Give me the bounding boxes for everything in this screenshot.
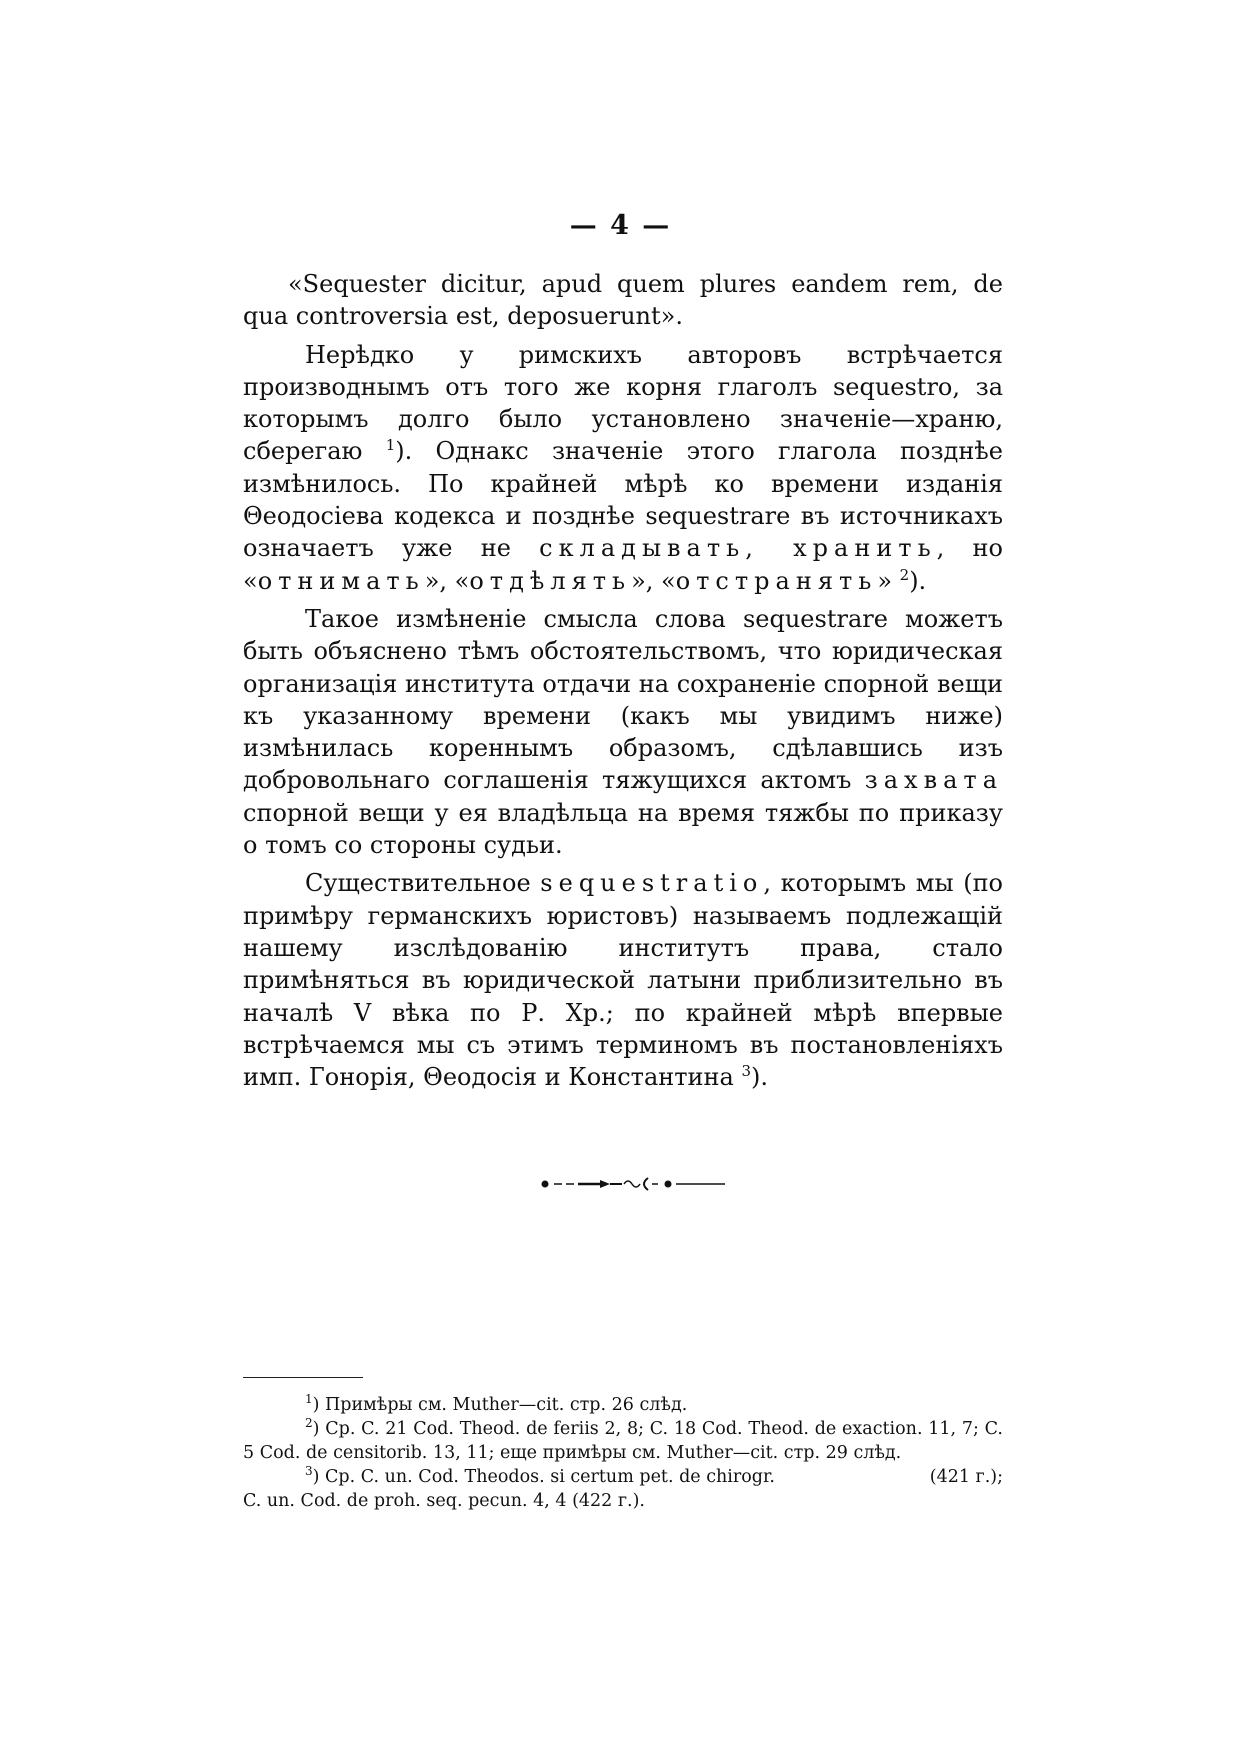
footnote-mark: 3	[305, 1464, 313, 1479]
page-number: — 4 —	[569, 210, 672, 241]
footnote-ref-2[interactable]: 2	[899, 565, 910, 584]
paragraph-quote	[243, 268, 1003, 333]
spaced-emphasis: захвата	[864, 766, 1003, 795]
quote-text: «Sequester dicitur, apud quem plures eandem rem, de qua controversia est, deposuerunt».	[243, 270, 1003, 331]
text-run: ).	[909, 566, 927, 595]
footnote-rule	[243, 1377, 363, 1378]
spaced-emphasis: отнимать	[257, 566, 425, 595]
footnote-mark: 2	[305, 1416, 313, 1431]
text-run: Нерѣдко у римскихъ авторовъ встрѣчается производнымъ отъ того же корня глаголъ sequestro, за которымъ долго было установлено значеніе—храню, сберегаю	[243, 340, 1003, 466]
text-run: , но «	[243, 534, 1003, 595]
spaced-emphasis: складывать, хранить	[539, 534, 937, 563]
text-run: Существительное	[305, 869, 541, 898]
footnote-3	[243, 1465, 1003, 1489]
text-run: Такое измѣненіе смысла слова sequestrare можетъ быть объяснено тѣмъ обстоятельствомъ, что юридическая организація института отдачи на сохраненіе спорной вещи къ указанному времени (какъ мы увидимъ ниже) измѣнилась кореннымъ образомъ, сдѣлавшись изъ добровольнаго соглашенія тяжущихся актомъ	[243, 604, 1003, 795]
spaced-emphasis: sequestratio	[540, 869, 764, 898]
footnote-text: ) Ср. C. 21 Cod. Theod. de feriis 2, 8; C. 18 Cod. Theod. de exaction. 11, 7; C. 5 Cod. de censitorib. 13, 11; еще примѣры см. Muther—cit. стр. 29 слѣд.	[243, 1419, 1003, 1463]
text-run: ). Однакс значеніе этого глагола позднѣе измѣнилось. По крайней мѣрѣ ко времени изданія Θеодосіева кодекса и позднѣе sequestrare въ источникахъ означаетъ уже не	[243, 437, 1003, 563]
main-text	[243, 268, 1003, 1099]
text-run: », «	[631, 566, 676, 595]
text-run: »	[877, 566, 892, 595]
footnote-2	[243, 1417, 1003, 1465]
decorative-ornament-icon	[540, 1172, 730, 1196]
footnote-text: ) Ср. C. un. Cod. Theodos. si certum pet. de chirogr.	[312, 1467, 775, 1487]
spaced-emphasis: отстранять	[675, 566, 878, 595]
footnote-ref-1[interactable]: 1	[385, 436, 396, 455]
text-run: ).	[751, 1063, 769, 1092]
text-run: , которымъ мы (по примѣру германскихъ юристовъ) называемъ подлежащій нашему изслѣдованію институтъ права, стало примѣняться въ юридической латыни приблизительно въ началѣ V вѣка по Р. Хр.; по крайней мѣрѣ впервые встрѣчаемся мы съ этимъ терминомъ въ постановленіяхъ имп. Гонорія, Θеодосія и Константина	[243, 869, 1004, 1092]
spaced-emphasis: отдѣлять	[469, 566, 632, 595]
text-run: спорной вещи у ея владѣльца на время тяжбы по приказу о томъ со стороны судьи.	[243, 798, 1003, 860]
footnote-mark: 1	[305, 1392, 313, 1407]
text-run: », «	[424, 566, 470, 595]
footnote-1	[243, 1393, 1003, 1417]
paragraph-4	[243, 867, 1003, 1093]
footnote-text: C. un. Cod. de proh. seq. pecun. 4, 4 (422 г.).	[243, 1491, 645, 1511]
footnote-text: ) Примѣры см. Muther—cit. стр. 26 слѣд.	[312, 1395, 688, 1415]
footnote-year: (421 г.);	[929, 1467, 1003, 1487]
footnote-3-cont	[243, 1489, 1003, 1513]
paragraph-2	[243, 339, 1003, 597]
footnote-ref-3[interactable]: 3	[741, 1062, 752, 1081]
paragraph-3	[243, 603, 1003, 861]
footnotes	[243, 1393, 1003, 1513]
